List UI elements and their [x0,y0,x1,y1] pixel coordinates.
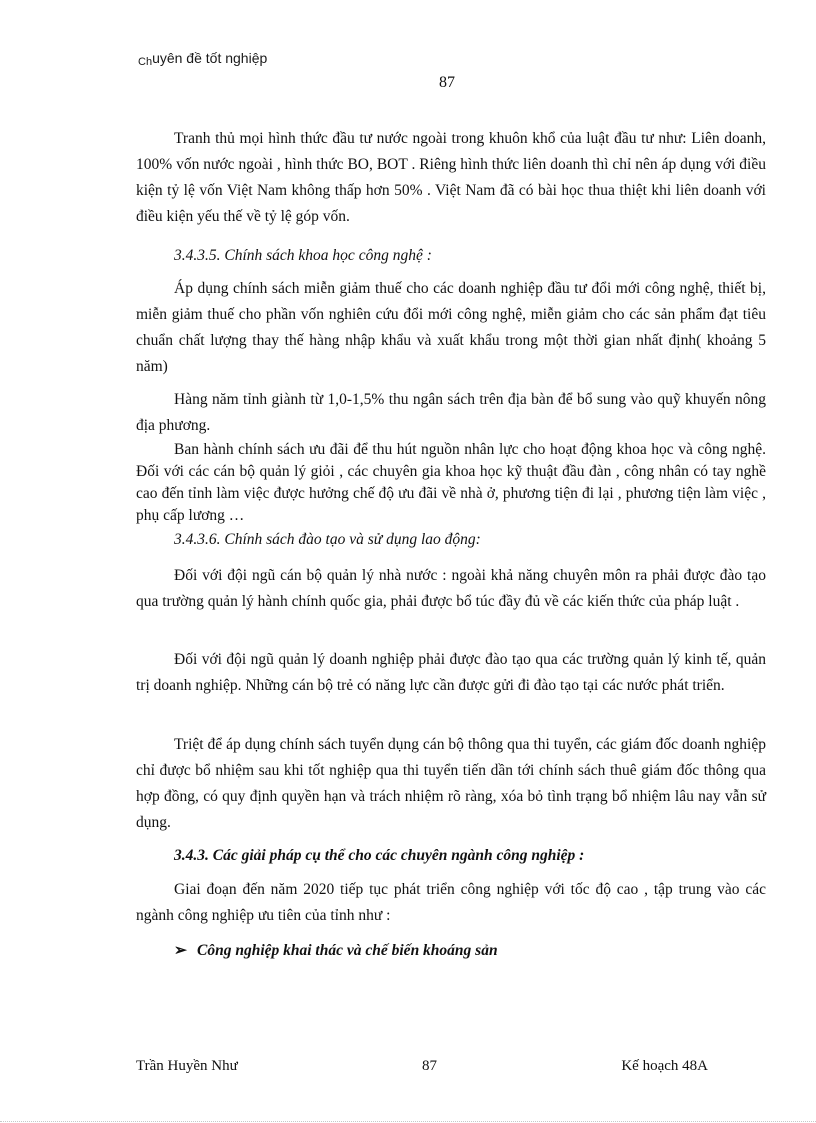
heading-text: 3.4.3. Các giải pháp cụ thể cho các chuyên ngành công nghiệp : [174,847,585,864]
paragraph-text: Tranh thủ mọi hình thức đầu tư nước ngoài trong khuôn khổ của luật đầu tư như: Liên doanh, 100% vốn nước ngoài , hình thức BO, BOT . Riêng hình thức liên doanh thì chỉ nên áp dụng với điều kiện tỷ lệ vốn Việt Nam không thấp hơn 50% . Việt Nam đã có bài học thua thiệt khi liên doanh với điều kiện yếu thế về tỷ lệ góp vốn. [136,130,766,225]
bullet-item [136,938,766,964]
arrow-bullet-icon: ➢ [174,942,187,959]
paragraph-text: Ban hành chính sách ưu đãi để thu hút nguồn nhân lực cho hoạt động khoa học và công nghệ. Đối với các cán bộ quản lý giỏi , các chuyên gia khoa học kỹ thuật đầu đàn , công nhân có tay nghề cao đến tỉnh làm việc được hưởng chế độ ưu đãi về nhà ở, phương tiện đi lại , phương tiện làm việc , phụ cấp lương … [136,441,766,524]
paragraph-text: Triệt để áp dụng chính sách tuyển dụng cán bộ thông qua thi tuyển, các giám đốc doanh nghiệp chỉ được bổ nhiệm sau khi tốt nghiệp qua thi tuyển tiến dần tới chính sách thuê giám đốc thông qua hợp đồng, có quy định quyền hạn và trách nhiệm rõ ràng, xóa bỏ tình trạng bổ nhiệm lâu nay vẫn sử dụng. [136,736,766,831]
paragraph-annual-budget [136,387,766,439]
heading-text: 3.4.3.6. Chính sách đào tạo và sử dụng lao động: [174,531,481,548]
paragraph-text: Giai đoạn đến năm 2020 tiếp tục phát triển công nghiệp với tốc độ cao , tập trung vào các ngành công nghiệp ưu tiên của tỉnh như : [136,881,766,924]
footer-class-name: Kế hoạch 48A [621,1058,708,1074]
header-title [138,50,267,66]
header-title-rest: uyên đề tốt nghiệp [152,50,268,66]
bullet-mining-industry [136,938,766,964]
header-page-number: 87 [439,74,455,91]
paragraph-enterprise-managers [136,647,766,699]
paragraph-incentive-policy [136,439,766,527]
heading-text: 3.4.3.5. Chính sách khoa học công nghệ : [174,247,432,264]
page-footer [136,1058,708,1075]
paragraph-text: Đối với đội ngũ cán bộ quản lý nhà nước : ngoài khả năng chuyên môn ra phải được đào tạo qua trường quản lý hành chính quốc gia, phải được bổ túc đầy đủ về các kiến thức của pháp luật . [136,567,766,610]
paragraph-foreign-investment [136,126,766,230]
section-heading-industry-solutions [136,843,766,869]
paragraph-2020-development [136,877,766,929]
header-title-prefix: Ch [138,56,153,68]
section-heading-science-tech [136,243,766,269]
page-bottom-divider [0,1121,816,1122]
paragraph-text: Hàng năm tỉnh giành từ 1,0-1,5% thu ngân sách trên địa bàn để bổ sung vào quỹ khuyến nông địa phương. [136,391,766,434]
footer-page-number: 87 [422,1058,438,1074]
paragraph-text: Đối với đội ngũ quản lý doanh nghiệp phải được đào tạo qua các trường quản lý kinh tế, quản trị doanh nghiệp. Những cán bộ trẻ có năng lực cần được gửi đi đào tạo tại các nước phát triển. [136,651,766,694]
paragraph-state-officials [136,563,766,615]
bullet-text: Công nghiệp khai thác và chế biến khoáng sản [197,942,498,959]
paragraph-text: Áp dụng chính sách miễn giảm thuế cho các doanh nghiệp đầu tư đổi mới công nghệ, thiết bị, miễn giảm thuế cho phần vốn nghiên cứu đổi mới công nghệ, miễn giảm cho các sản phẩm đạt tiêu chuẩn chất lượng thay thế hàng nhập khẩu và xuất khẩu trong một thời gian nhất định( khoảng 5 năm) [136,280,766,375]
section-heading-training [136,527,766,553]
paragraph-tax-exemption [136,276,766,380]
paragraph-recruitment [136,732,766,836]
footer-author: Trần Huyền Như [136,1058,238,1074]
